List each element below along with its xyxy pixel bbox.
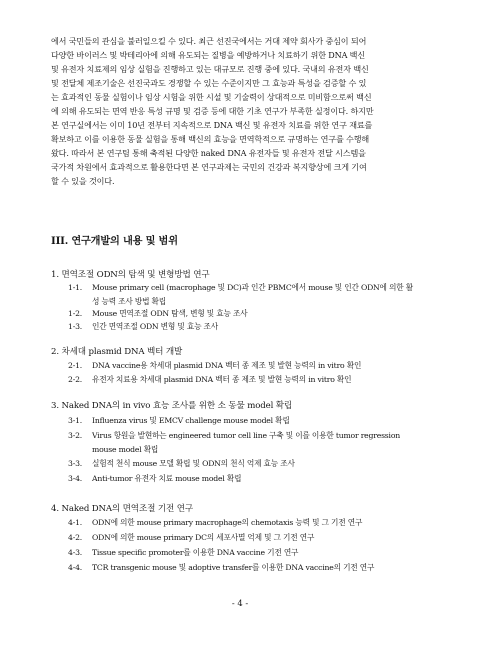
item-text: ODN에 의한 mouse primary macrophage의 chemotaxis 능력 및 그 기전 연구 bbox=[92, 518, 363, 527]
intro-line: 및 전달체 제조기술은 선진국과도 경쟁할 수 있는 수준이지만 그 효능과 특성을 검증할 수 있 bbox=[51, 78, 367, 89]
list-item bbox=[68, 561, 433, 575]
group-heading-1: 1. 면역조절 ODN의 탐색 및 변형방법 연구 bbox=[51, 270, 210, 280]
item-text: Tissue specific promoter를 이용한 DNA vaccine 기전 연구 bbox=[92, 548, 299, 557]
list-item bbox=[68, 429, 433, 457]
item-text: Virus 항원을 발현하는 engineered tumor cell line 구축 및 이를 이용한 tumor regression bbox=[92, 431, 400, 440]
item-number: 1-1. bbox=[68, 283, 83, 292]
list-item bbox=[68, 359, 433, 373]
list-item bbox=[68, 307, 433, 321]
intro-line: 할 수 있을 것이다. bbox=[51, 176, 115, 187]
list-item bbox=[68, 373, 433, 387]
item-number: 3-2. bbox=[68, 431, 83, 440]
item-number: 4-3. bbox=[68, 548, 83, 557]
item-number: 1-3. bbox=[68, 322, 83, 331]
item-text: Mouse primary cell (macrophage 및 DC)과 인간 PBMC에서 mouse 및 인간 ODN에 의한 활 bbox=[92, 283, 413, 292]
intro-paragraph bbox=[51, 34, 429, 189]
list-item bbox=[68, 472, 433, 486]
group-heading-4: 4. Naked DNA의 면역조절 기전 연구 bbox=[51, 504, 194, 514]
group-heading-2: 2. 차세대 plasmid DNA 벡터 개발 bbox=[51, 347, 183, 357]
item-text-continued: mouse model 확립 bbox=[92, 445, 159, 454]
section-title: III. 연구개발의 내용 및 범위 bbox=[51, 235, 178, 247]
intro-line: 다양한 바이러스 및 박테리아에 의해 유도되는 질병을 예방하거나 치료하기 위한 DNA 백신 bbox=[51, 50, 366, 61]
item-text: Mouse 면역조절 ODN 탐색, 변형 및 효능 조사 bbox=[92, 309, 248, 318]
item-number: 4-4. bbox=[68, 563, 83, 572]
item-number: 4-2. bbox=[68, 533, 83, 542]
intro-line: 에서 국민들의 관심을 불러일으킬 수 있다. 최근 선진국에서는 거대 제약 회사가 중심이 되어 bbox=[51, 36, 367, 46]
item-text: TCR transgenic mouse 및 adoptive transfer를 이용한 DNA vaccine의 기전 연구 bbox=[92, 563, 375, 572]
list-item bbox=[68, 546, 433, 560]
list-item bbox=[68, 457, 433, 471]
intro-line: 확보하고 이를 이용한 동물 실험을 통해 백신의 효능을 면역학적으로 규명하는 연구를 수행해 bbox=[51, 134, 370, 145]
page-number: - 4 - bbox=[231, 598, 249, 608]
item-text: Anti-tumor 유전자 치료 mouse model 확립 bbox=[92, 474, 242, 483]
item-number: 2-1. bbox=[68, 361, 83, 370]
item-number: 3-4. bbox=[68, 474, 83, 483]
intro-line: 왔다. 따라서 본 연구팀 통해 축적된 다양한 naked DNA 유전자들 및 유전자 전달 시스템을 bbox=[51, 148, 366, 159]
item-number: 3-1. bbox=[68, 416, 83, 425]
list-item bbox=[68, 531, 433, 545]
item-text: Influenza virus 및 EMCV challenge mouse model 확립 bbox=[92, 416, 290, 425]
intro-line: 는 효과적인 동물 실험이나 임상 시험을 위한 시설 및 기술력이 상대적으로 미비함으로써 백신 bbox=[51, 92, 372, 103]
list-item bbox=[68, 320, 433, 334]
item-number: 2-2. bbox=[68, 375, 83, 384]
item-text: ODN에 의한 mouse primary DC의 세포사멸 억제 및 그 기전 연구 bbox=[92, 533, 315, 542]
intro-line: 에 의해 유도되는 면역 반응 특성 규명 및 검증 등에 대한 기초 연구가 부족한 실정이다. 하지만 bbox=[51, 106, 374, 117]
intro-line: 및 유전자 치료제의 임상 실험을 진행하고 있는 대규모로 진행 중에 있다. 국내의 유전자 백신 bbox=[51, 64, 369, 75]
item-text-continued: 성 능력 조사 방법 확립 bbox=[92, 297, 167, 306]
intro-line: 국가적 차원에서 효과적으로 활용한다면 본 연구과제는 국민의 건강과 복지향상에 크게 기여 bbox=[51, 162, 367, 173]
list-item bbox=[68, 414, 433, 428]
list-item bbox=[68, 281, 433, 309]
group-heading-3: 3. Naked DNA의 in vivo 효능 조사를 위한 소 동물 model 확립 bbox=[51, 401, 293, 411]
list-item bbox=[68, 516, 433, 530]
intro-line: 본 연구실에서는 이미 10년 전부터 지속적으로 DNA 백신 및 유전자 치료를 위한 연구 재료를 bbox=[51, 120, 373, 131]
item-text: 유전자 치료용 차세대 plasmid DNA 벡터 종 제조 및 발현 능력의 in vitro 확인 bbox=[92, 375, 352, 384]
item-text: 실험적 천식 mouse 모델 확립 및 ODN의 천식 억제 효능 조사 bbox=[92, 459, 295, 468]
item-number: 1-2. bbox=[68, 309, 83, 318]
item-number: 4-1. bbox=[68, 518, 83, 527]
item-number: 3-3. bbox=[68, 459, 83, 468]
item-text: DNA vaccine용 차세대 plasmid DNA 벡터 종 제조 및 발현 능력의 in vitro 확인 bbox=[92, 361, 362, 370]
item-text: 인간 면역조절 ODN 변형 및 효능 조사 bbox=[92, 322, 218, 331]
